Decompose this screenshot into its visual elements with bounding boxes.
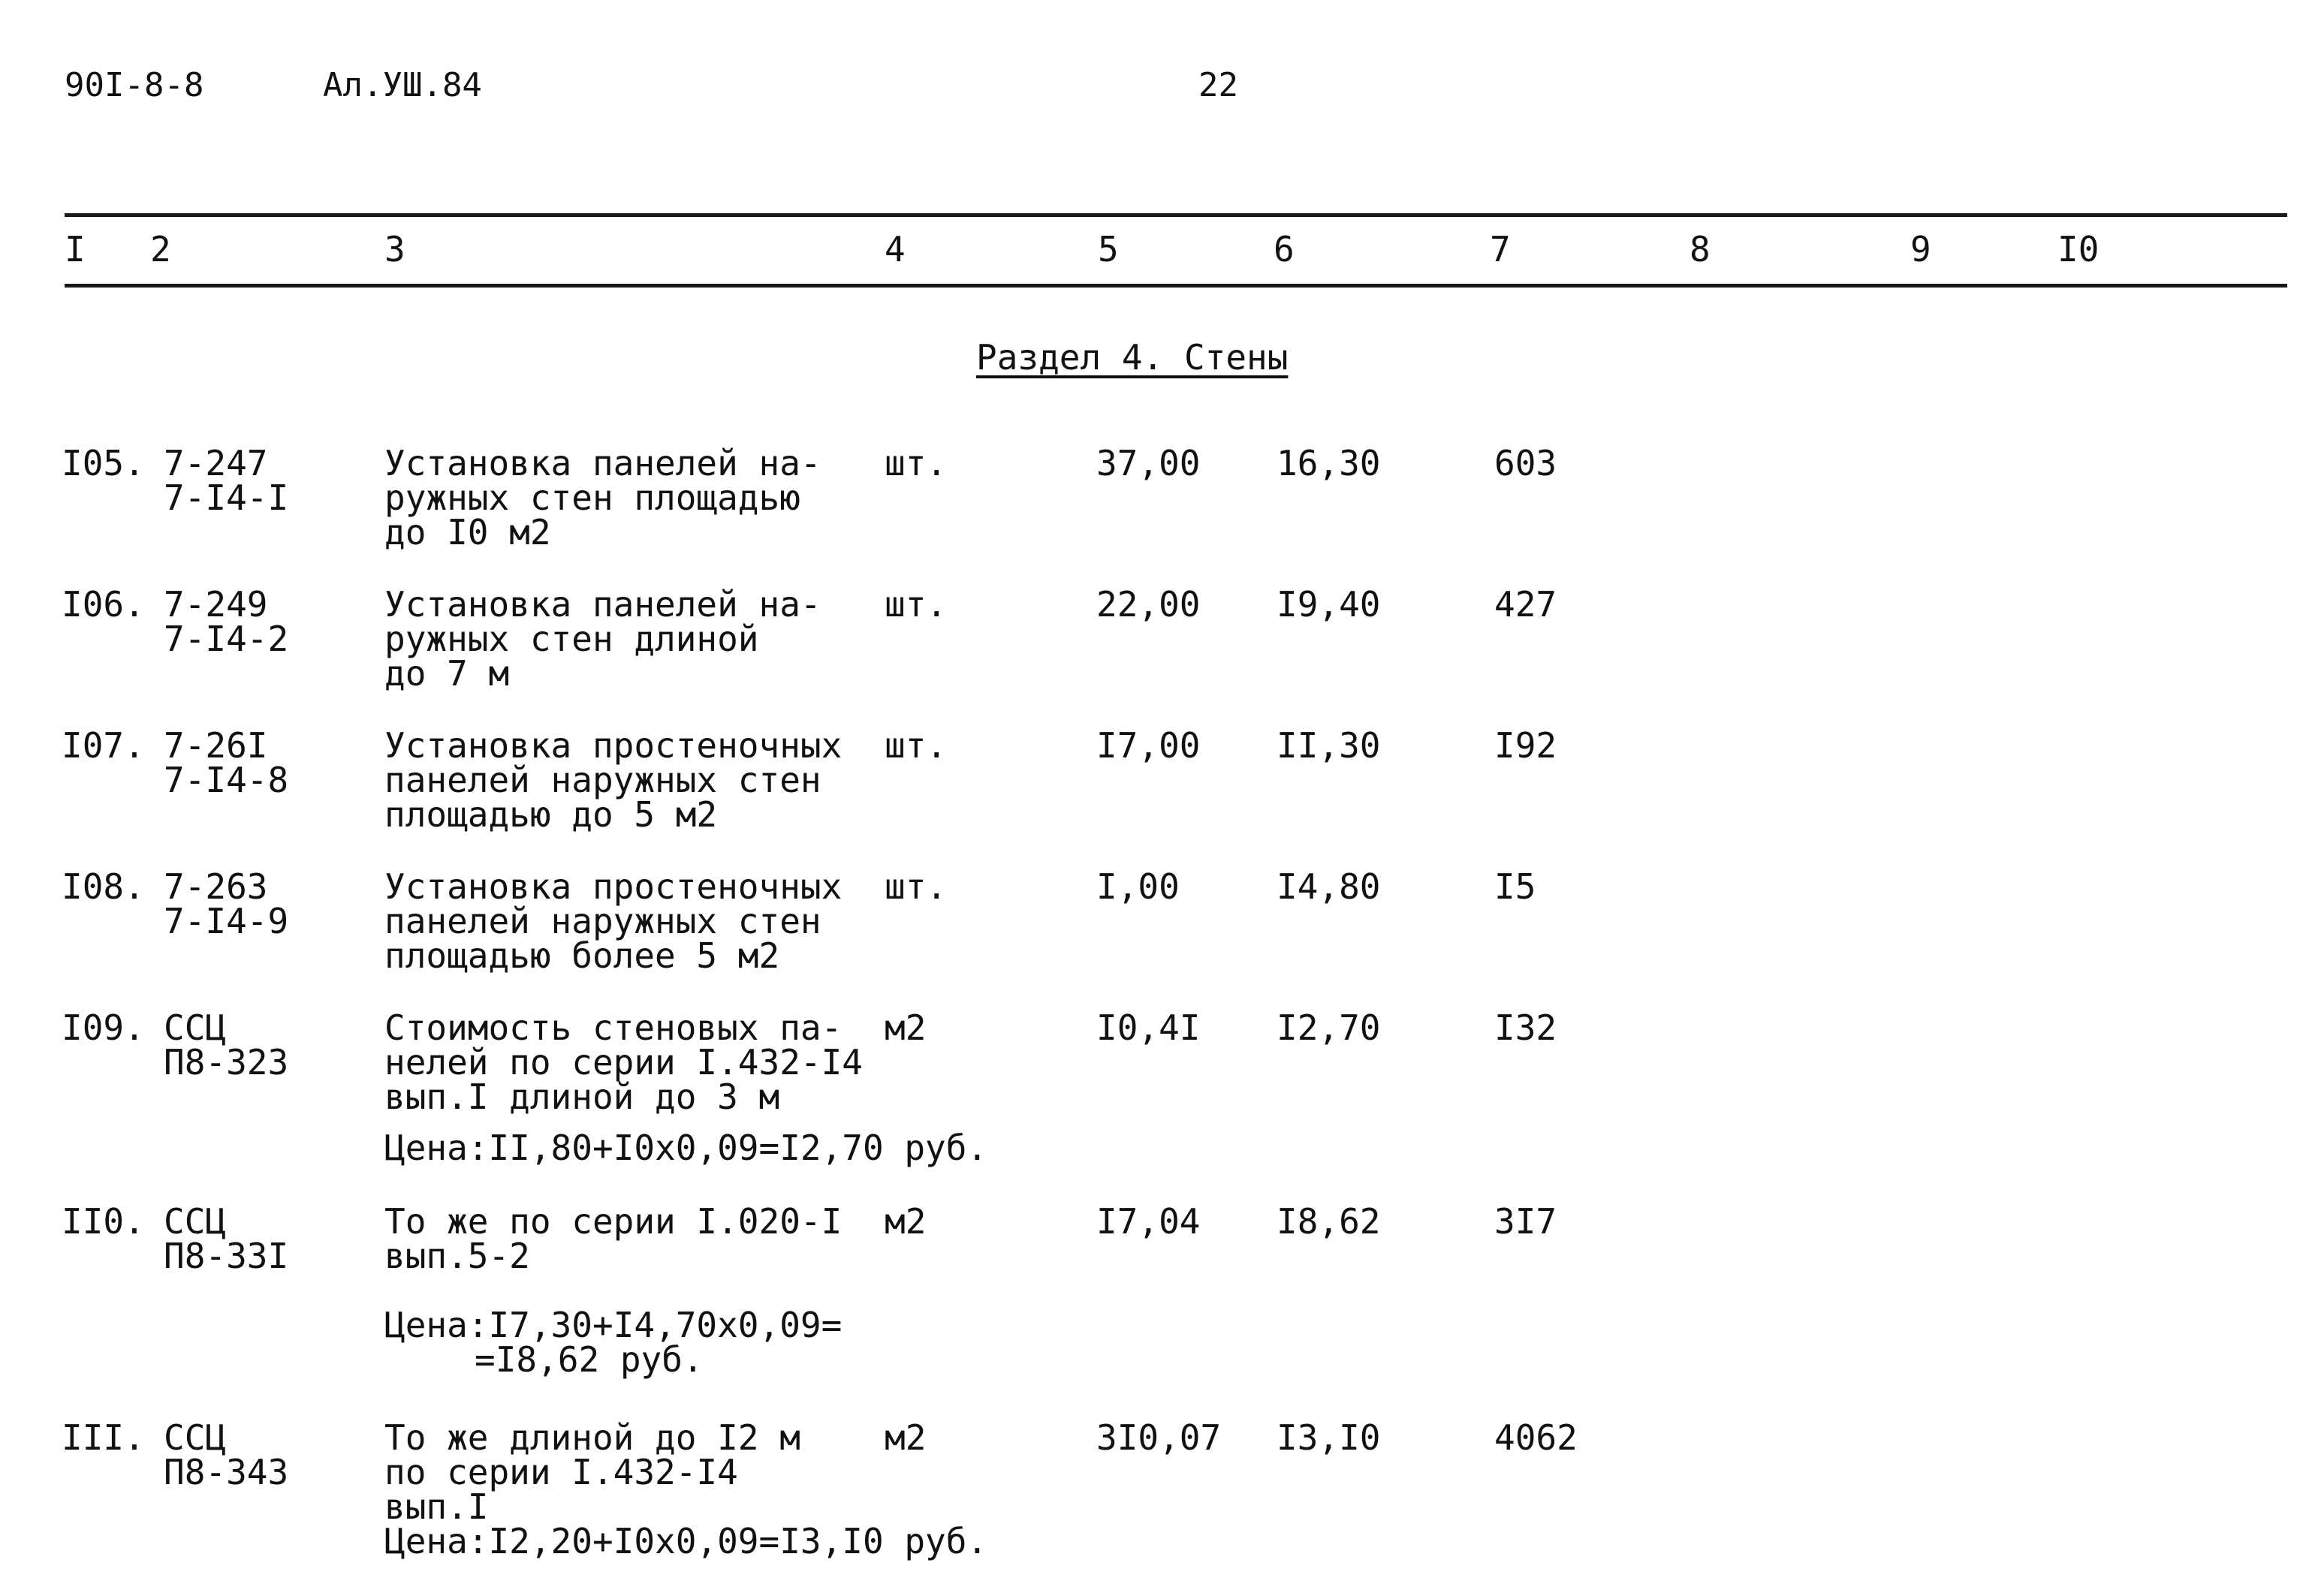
row-unit: шт. — [885, 866, 948, 907]
description-line: То же длиной до I2 м — [384, 1417, 800, 1458]
column-number: 7 — [1490, 229, 1511, 270]
row-code — [164, 443, 289, 518]
row-quantity: 37,00 — [1096, 443, 1201, 483]
row-number: I06. — [62, 584, 145, 625]
description-line: Установка панелей на- — [384, 443, 821, 483]
row-quantity: 22,00 — [1096, 584, 1201, 625]
row-quantity: I7,00 — [1096, 725, 1201, 766]
row-description — [384, 443, 821, 553]
code-line: 7-247 — [164, 443, 268, 483]
row-unit-price: II,30 — [1277, 725, 1381, 766]
row-total: 603 — [1494, 443, 1557, 483]
row-total: 4062 — [1494, 1417, 1578, 1458]
code-line: 7-I4-9 — [164, 901, 289, 941]
row-number: I05. — [62, 443, 145, 483]
description-line: Установка панелей на- — [384, 584, 821, 625]
column-number: I0 — [2057, 229, 2100, 270]
album-code: Ал.УШ.84 — [323, 66, 482, 104]
description-line: вып.I — [384, 1486, 489, 1527]
row-code — [164, 725, 289, 800]
description-line: площадью до 5 м2 — [384, 794, 718, 835]
description-line: до I0 м2 — [384, 512, 551, 553]
row-number: I08. — [62, 866, 145, 907]
row-unit-price: I9,40 — [1277, 584, 1381, 625]
row-code — [164, 1007, 289, 1083]
row-unit-price: I2,70 — [1277, 1007, 1381, 1048]
code-line: ССЦ — [164, 1417, 227, 1458]
row-unit: шт. — [885, 443, 948, 483]
description-line: до 7 м — [384, 653, 510, 694]
page-number: 22 — [1198, 66, 1238, 104]
description-line: панелей наружных стен — [384, 760, 821, 800]
code-line: П8-343 — [164, 1452, 289, 1492]
row-unit: м2 — [885, 1417, 927, 1458]
row-unit-price: I3,I0 — [1277, 1417, 1381, 1458]
code-line: 7-I4-8 — [164, 760, 289, 800]
row-description — [384, 1201, 843, 1380]
row-total: I5 — [1494, 866, 1536, 907]
row-number: II0. — [62, 1201, 145, 1242]
code-line: П8-33I — [164, 1236, 289, 1276]
row-total: I32 — [1494, 1007, 1557, 1048]
row-description — [384, 866, 843, 976]
description-line: панелей наружных стен — [384, 901, 821, 941]
description-line: нелей по серии I.432-I4 — [384, 1042, 863, 1083]
description-line: ружных стен площадью — [384, 477, 800, 518]
table-header-rule — [65, 284, 2287, 288]
price-note-line: Цена:I2,20+I0х0,09=I3,I0 руб. — [384, 1521, 988, 1561]
row-total: 427 — [1494, 584, 1557, 625]
description-line: площадью более 5 м2 — [384, 935, 780, 976]
row-quantity: I0,4I — [1096, 1007, 1201, 1048]
column-number: 3 — [384, 229, 405, 270]
column-number: 4 — [885, 229, 906, 270]
description-line: по серии I.432-I4 — [384, 1452, 738, 1492]
description-line: вып.5-2 — [384, 1236, 530, 1276]
row-quantity: I7,04 — [1096, 1201, 1201, 1242]
row-unit: м2 — [885, 1007, 927, 1048]
code-line: 7-26I — [164, 725, 268, 766]
row-unit: м2 — [885, 1201, 927, 1242]
code-line: ССЦ — [164, 1201, 227, 1242]
row-code — [164, 584, 289, 659]
code-line: П8-323 — [164, 1042, 289, 1083]
row-unit-price: I8,62 — [1277, 1201, 1381, 1242]
row-quantity: 3I0,07 — [1096, 1417, 1222, 1458]
section-title: Раздел 4. Стены — [976, 337, 1289, 378]
price-note-line: =I8,62 руб. — [475, 1339, 704, 1380]
code-line: 7-263 — [164, 866, 268, 907]
description-line: Стоимость стеновых па- — [384, 1007, 843, 1048]
description-line: вып.I длиной до 3 м — [384, 1077, 780, 1117]
row-code — [164, 1201, 289, 1276]
code-line: 7-249 — [164, 584, 268, 625]
description-line: То же по серии I.020-I — [384, 1201, 843, 1242]
row-code — [164, 1417, 289, 1492]
price-note-line: Цена:II,80+I0х0,09=I2,70 руб. — [384, 1128, 988, 1168]
row-description — [384, 725, 843, 835]
row-code — [164, 866, 289, 941]
column-number: 5 — [1098, 229, 1119, 270]
row-number: I09. — [62, 1007, 145, 1048]
column-number: 9 — [1910, 229, 1931, 270]
table-top-rule — [65, 213, 2287, 217]
column-number: 6 — [1274, 229, 1295, 270]
code-line: 7-I4-I — [164, 477, 289, 518]
description-line: Установка простеночных — [384, 866, 843, 907]
code-line: 7-I4-2 — [164, 619, 289, 659]
row-unit: шт. — [885, 725, 948, 766]
row-unit: шт. — [885, 584, 948, 625]
row-total: 3I7 — [1494, 1201, 1557, 1242]
column-number: 8 — [1690, 229, 1711, 270]
row-description — [384, 584, 821, 694]
description-line: Установка простеночных — [384, 725, 843, 766]
column-number: 2 — [150, 229, 171, 270]
description-line: ружных стен длиной — [384, 619, 759, 659]
column-number: I — [65, 229, 86, 270]
row-quantity: I,00 — [1096, 866, 1180, 907]
code-line: ССЦ — [164, 1007, 227, 1048]
row-number: I07. — [62, 725, 145, 766]
row-unit-price: I4,80 — [1277, 866, 1381, 907]
row-number: III. — [62, 1417, 145, 1458]
row-unit-price: 16,30 — [1277, 443, 1381, 483]
document-code: 90I-8-8 — [65, 66, 204, 104]
price-note-line: Цена:I7,30+I4,70х0,09= — [384, 1305, 843, 1345]
row-total: I92 — [1494, 725, 1557, 766]
